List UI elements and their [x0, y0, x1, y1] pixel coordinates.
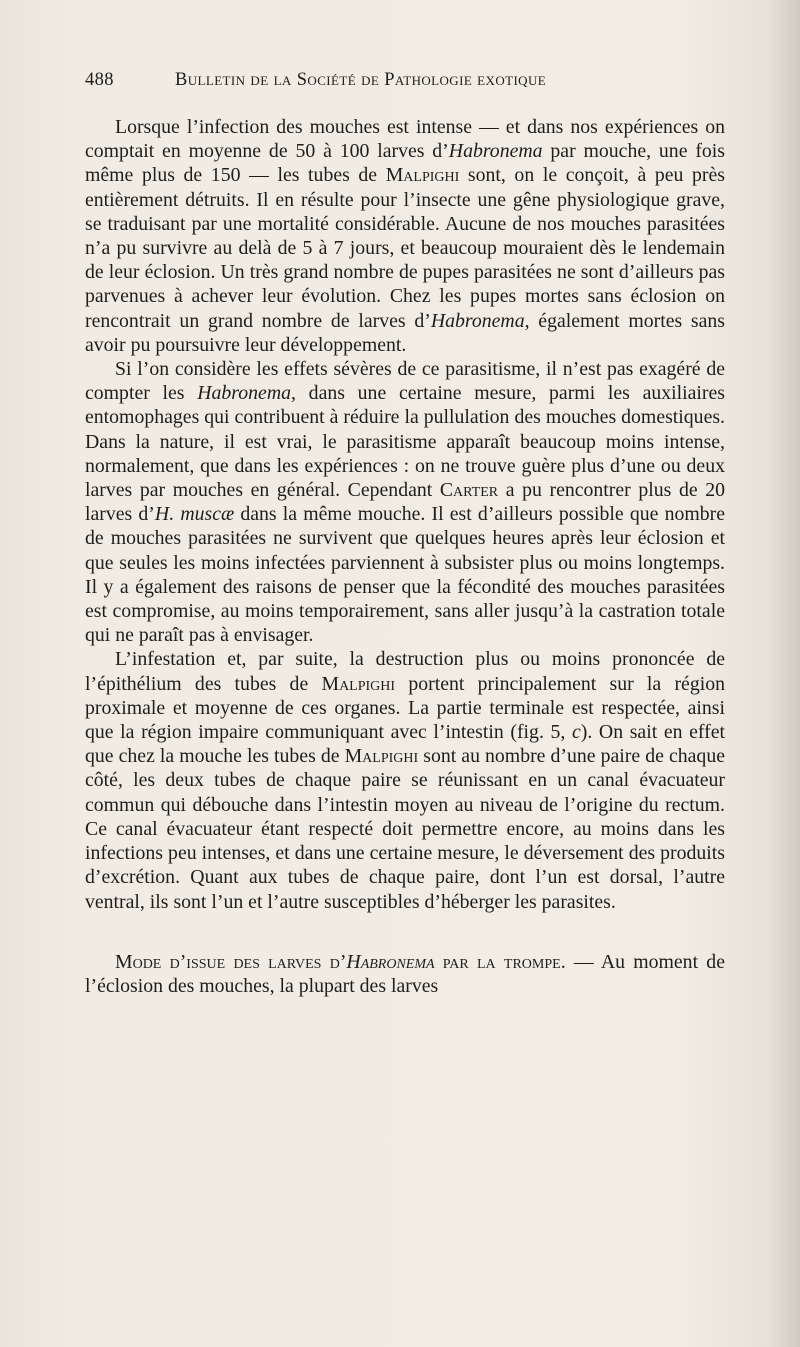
paragraph: Si l’on considère les effets sévères de ce parasitisme, il n’est pas exagéré de compter les Habronema, dans une certaine mesure, parmi les auxiliaires entomophages qui contribuent à réduire la pullulation des mouches domestiques. Dans la nature, il est vrai, le parasitisme apparaît beaucoup moins intense, normalement, que dans les expériences : on ne trouve guère plus d’une ou deux larves par mouches en général. Cependant Carter a pu rencontrer plus de 20 larves d’H. muscæ dans la même mouche. Il est d’ailleurs possible que nombre de mouches parasitées ne survivent que quelques heures après leur éclosion et que seules les moins infectées parviennent à subsister plus ou moins longtemps. Il y a également des raisons de penser que la fécondité des mouches parasitées est compromise, au moins temporairement, sans aller jusqu’à la castration totale qui ne paraît pas à envisager. [85, 358, 726, 647]
running-head: Bulletin de la Société de Pathologie exotique [175, 70, 547, 90]
page-number: 488 [85, 70, 114, 90]
page-header [85, 70, 725, 94]
paragraph: L’infestation et, par suite, la destruction plus ou moins prononcée de l’épithélium des tubes de Malpighi portent principalement sur la région proximale et moyenne de ces organes. La partie terminale est respectée, ainsi que la région impaire communiquant avec l’intestin (fig. 5, c). On sait en effet que chez la mouche les tubes de Malpighi sont au nombre d’une paire de chaque côté, les deux tubes de chaque paire se réunissant en un canal évacuateur commun qui débouche dans l’intestin moyen au niveau de l’origine du rectum. Ce canal évacuateur étant respecté doit permettre encore, au moins dans les infections peu intenses, et dans une certaine mesure, le déversement des produits d’excrétion. Quant aux tubes de chaque paire, dont l’un est dorsal, l’autre ventral, ils sont l’un et l’autre susceptibles d’héberger les parasites. [85, 648, 725, 913]
body-text [85, 115, 725, 998]
section-paragraph: Mode d’issue des larves d’Habronema par la trompe. — Au moment de l’éclosion des mouches, la plupart des larves [85, 950, 725, 997]
paragraph: Lorsque l’infection des mouches est intense — et dans nos expériences on comptait en moyenne de 50 à 100 larves d’Habronema par mouche, une fois même plus de 150 — les tubes de Malpighi sont, on le conçoit, à peu près entièrement détruits. Il en résulte pour l’insecte une gêne physiologique grave, se traduisant par une mortalité considérable. Aucune de nos mouches parasitées n’a pu survivre au delà de 5 à 7 jours, et beaucoup mouraient dès le lendemain de leur éclosion. Un très grand nombre de pupes parasitées ne sont d’ailleurs pas parvenues à achever leur évolution. Chez les pupes mortes sans éclosion on rencontrait un grand nombre de larves d’Habronema, également mortes sans avoir pu poursuivre leur développement. [85, 116, 725, 356]
section-heading: Mode d’issue des larves d’Habronema par la trompe. [115, 950, 566, 973]
